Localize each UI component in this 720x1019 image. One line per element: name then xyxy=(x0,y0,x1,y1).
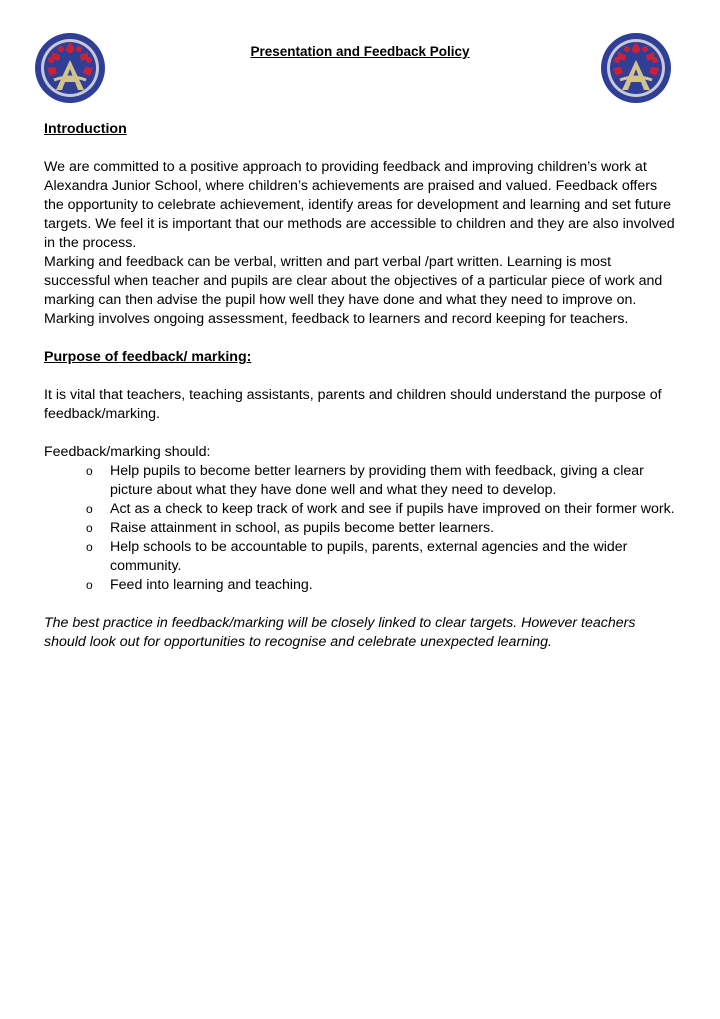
document-body xyxy=(44,120,680,652)
list-item xyxy=(72,500,680,519)
purpose-heading: Purpose of feedback/ marking: xyxy=(44,349,252,365)
introduction-heading: Introduction xyxy=(44,121,127,137)
list-item-text: Help schools to be accountable to pupils, parents, external agencies and the wider community. xyxy=(110,539,628,574)
spacer xyxy=(44,595,680,614)
introduction-paragraph-1: We are committed to a positive approach to providing feedback and improving children’s work at Alexandra Junior School, where children’s achievements are praised and valued. Feedback offers the opportunity to celebrate achievement, identify areas for development and learning and set future targets. We feel it is important that our methods are accessible to children and they are also involved in the process. xyxy=(44,159,675,251)
list-item-text: Act as a check to keep track of work and see if pupils have improved on their former work. xyxy=(110,501,675,517)
bullet-icon: o xyxy=(86,578,93,592)
list-item xyxy=(72,576,680,595)
introduction-paragraph-2: Marking and feedback can be verbal, written and part verbal /part written. Learning is most successful when teacher and pupils are clear about the objectives of a particular piece of work and marking can then advise the pupil how well they have done and what they need to improve on. Marking involves ongoing assessment, feedback to learners and record keeping for teachers. xyxy=(44,254,663,327)
list-item-text: Help pupils to become better learners by providing them with feedback, giving a clear picture about what they have done well and what they need to develop. xyxy=(110,463,644,498)
purpose-intro: It is vital that teachers, teaching assistants, parents and children should understand the purpose of feedback/marking. xyxy=(44,387,662,422)
bullet-icon: o xyxy=(86,502,93,516)
list-item xyxy=(72,519,680,538)
list-item-text: Raise attainment in school, as pupils become better learners. xyxy=(110,520,495,536)
list-item xyxy=(72,462,680,500)
spacer xyxy=(44,367,680,386)
purpose-list xyxy=(44,462,680,595)
spacer xyxy=(44,329,680,348)
document-title: Presentation and Feedback Policy xyxy=(250,44,470,59)
purpose-list-lead: Feedback/marking should: xyxy=(44,444,211,460)
bullet-icon: o xyxy=(86,521,93,535)
list-item-text: Feed into learning and teaching. xyxy=(110,577,313,593)
bullet-icon: o xyxy=(86,464,93,478)
school-crest-icon-right xyxy=(600,32,672,104)
closing-statement: The best practice in feedback/marking will be closely linked to clear targets. However teachers should look out for opportunities to recognise and celebrate unexpected learning. xyxy=(44,615,636,650)
school-crest-icon-left xyxy=(34,32,106,104)
spacer xyxy=(44,139,680,158)
list-item xyxy=(72,538,680,576)
bullet-icon: o xyxy=(86,540,93,554)
spacer xyxy=(44,424,680,443)
